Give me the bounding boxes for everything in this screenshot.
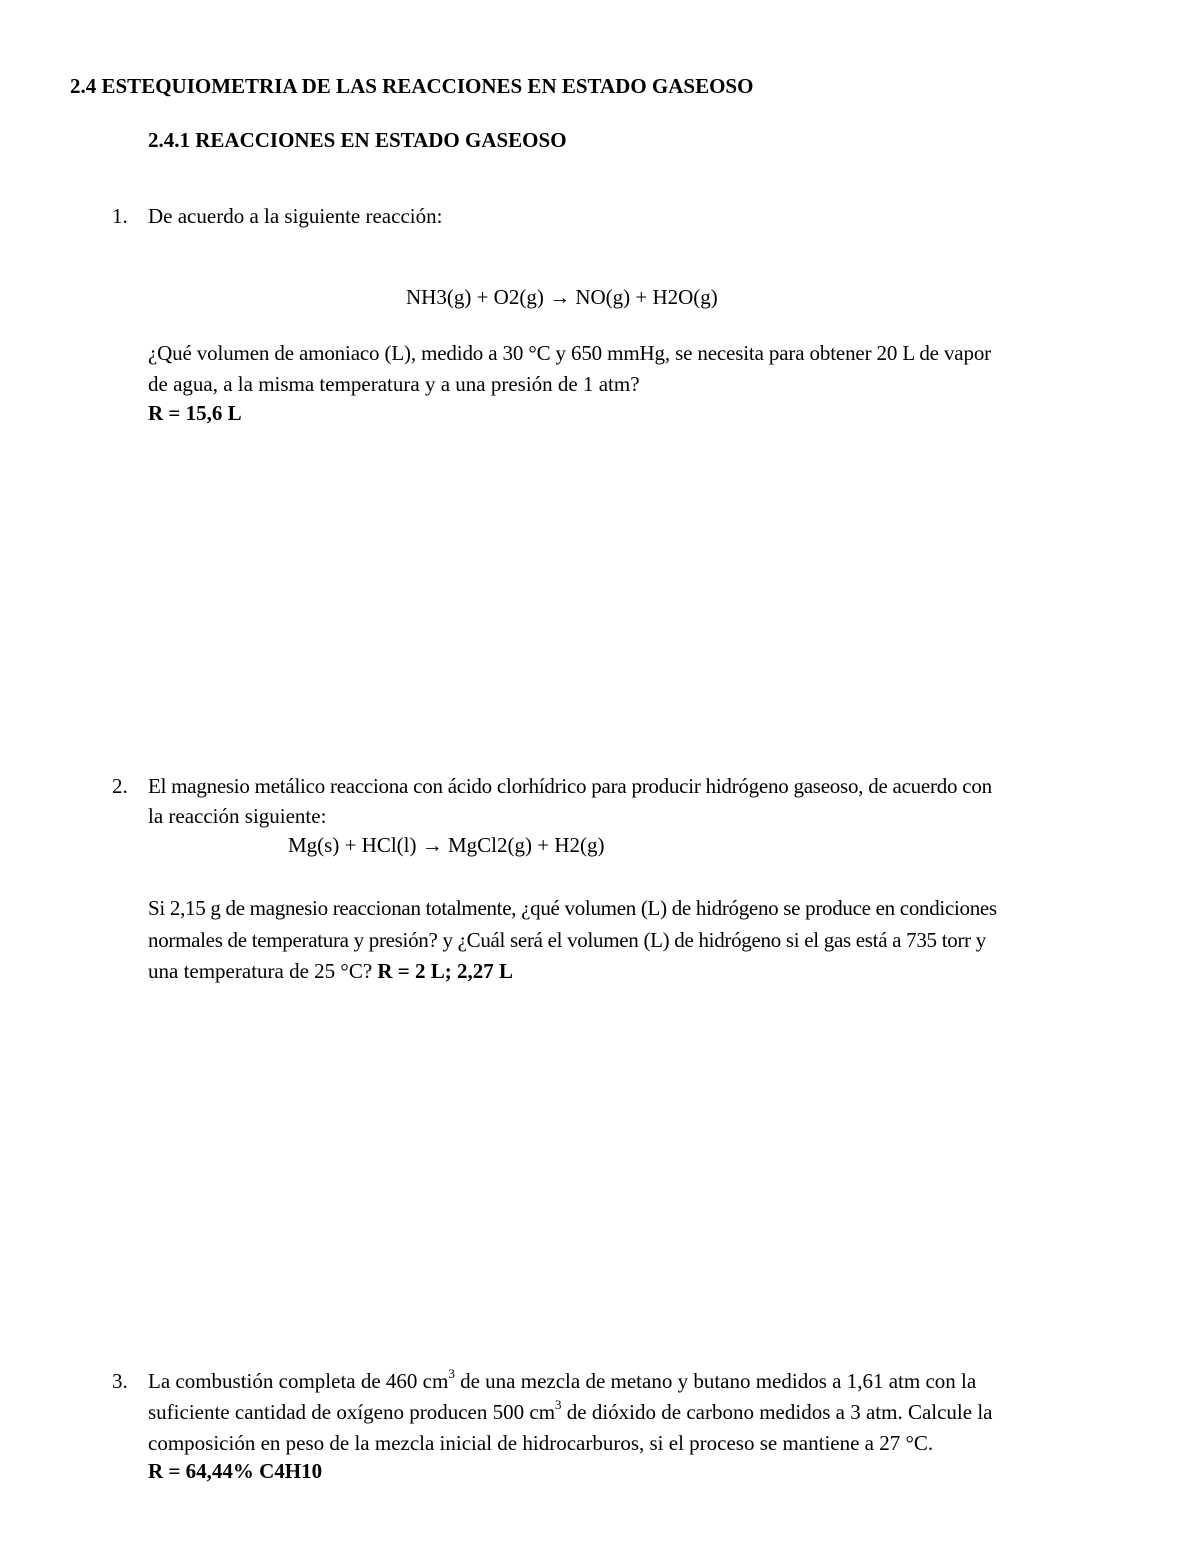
subsection-title: 2.4.1 REACCIONES EN ESTADO GASEOSO — [148, 128, 567, 152]
problem-text-line: composición en peso de la mezcla inicial de hidrocarburos, si el proceso se mantiene a 27 °C. — [148, 1431, 934, 1455]
problem-intro-line: la reacción siguiente: — [148, 804, 327, 828]
problem-number: 2. — [112, 774, 128, 798]
text-fragment: de una mezcla de metano y butano medidos a 1,61 atm con la — [454, 1369, 977, 1393]
problem-question-line: Si 2,15 g de magnesio reaccionan totalmente, ¿qué volumen (L) de hidrógeno se produce en condiciones — [148, 896, 997, 920]
section-title: 2.4 ESTEQUIOMETRIA DE LAS REACCIONES EN ESTADO GASEOSO — [70, 74, 754, 98]
problem-intro-line: El magnesio metálico reacciona con ácido clorhídrico para producir hidrógeno gaseoso, de acuerdo con — [148, 774, 992, 798]
problem-text-line — [148, 1397, 993, 1428]
problem-answer: R = 2 L; 2,27 L — [377, 959, 514, 983]
problem-number: 1. — [112, 204, 128, 228]
problem-intro: De acuerdo a la siguiente reacción: — [148, 204, 443, 228]
problem-text-line — [148, 1366, 976, 1397]
problem-answer: R = 64,44% C4H10 — [148, 1459, 323, 1483]
problem-question-line: ¿Qué volumen de amoniaco (L), medido a 30 °C y 650 mmHg, se necesita para obtener 20 L de vapor — [148, 341, 992, 365]
text-fragment: de dióxido de carbono medidos a 3 atm. Calcule la — [561, 1400, 993, 1424]
problem-number: 3. — [112, 1369, 128, 1393]
problem-question-line: normales de temperatura y presión? y ¿Cuál será el volumen (L) de hidrógeno si el gas está a 735 torr y — [148, 928, 986, 952]
text-fragment: suficiente cantidad de oxígeno producen 500 cm — [148, 1400, 556, 1424]
chemical-equation: Mg(s) + HCl(l) → MgCl2(g) + H2(g) — [288, 833, 605, 857]
text-fragment: La combustión completa de 460 cm — [148, 1369, 449, 1393]
problem-answer: R = 15,6 L — [148, 401, 242, 425]
problem-question-text: una temperatura de 25 °C? — [148, 959, 373, 983]
chemical-equation: NH3(g) + O2(g) → NO(g) + H2O(g) — [406, 285, 718, 309]
problem-question-line-with-answer — [148, 956, 513, 987]
problem-question-line: de agua, a la misma temperatura y a una presión de 1 atm? — [148, 372, 640, 396]
superscript: 3 — [448, 1366, 455, 1381]
superscript: 3 — [555, 1397, 562, 1412]
